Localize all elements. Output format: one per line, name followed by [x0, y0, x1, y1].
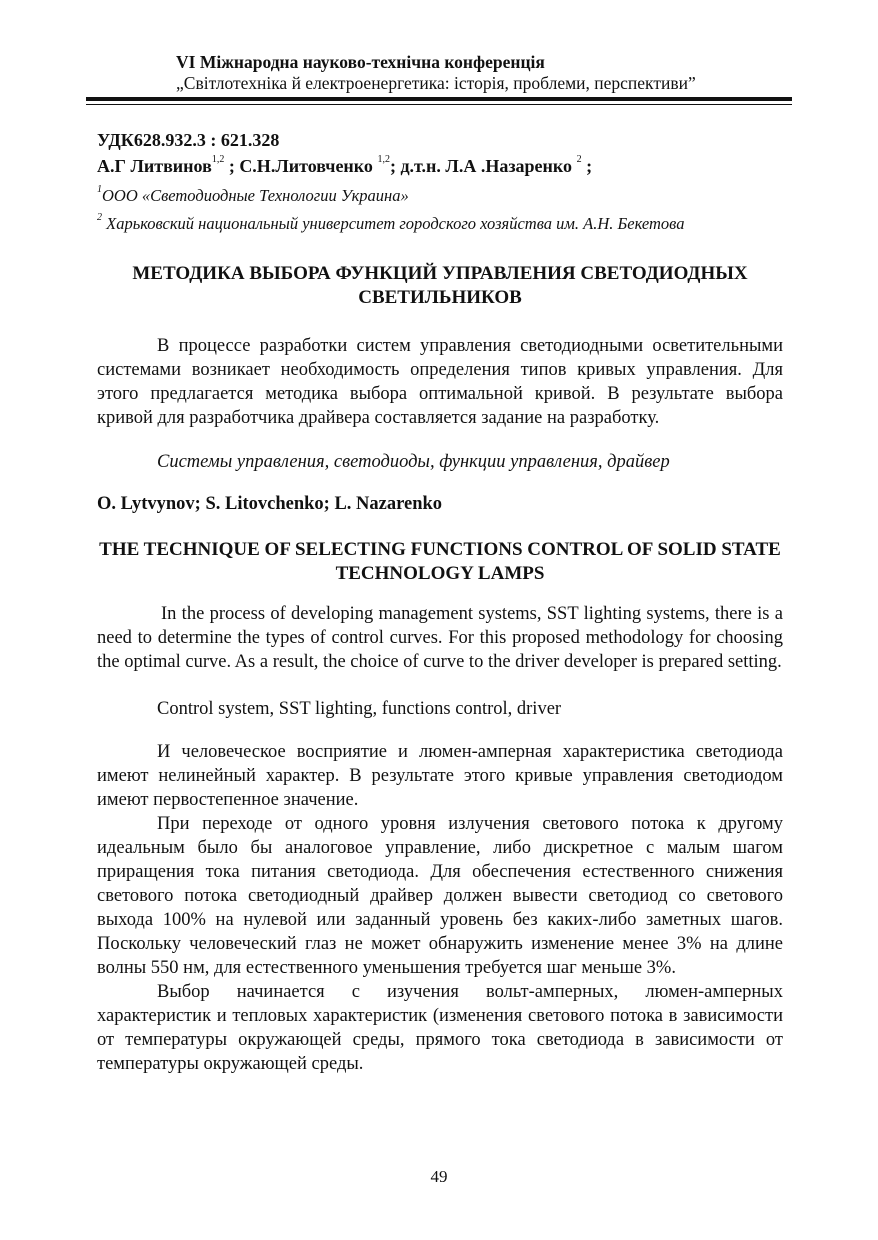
author-affiliation-mark: 1,2	[211, 154, 225, 165]
abstract-ru: В процессе разработки систем управления светодиодными осветительными системами возникает необходимость определения типов кривых управления. Для этого предлагается методика выбора оптимальной кривой. В результате выбора кривой для разработчика драйвера составляется задание на разработку.	[97, 336, 783, 428]
authors-en: O. Lytvynov; S. Litovchenko; L. Nazarenko	[97, 494, 443, 514]
authors-ru	[97, 156, 783, 177]
page-number: 49	[430, 1167, 448, 1186]
author-affiliation-mark: 1,2	[377, 154, 390, 165]
body-paragraph: И человеческое восприятие и люмен-амперная характеристика светодиода имеют нелинейный характер. В результате этого кривые управления светодиодом имеют первостепенное значение.	[97, 742, 783, 810]
udc-code: УДК628.932.3 : 621.328	[97, 130, 280, 150]
author-separator: ;	[389, 156, 396, 176]
abstract-en: In the process of developing management systems, SST lighting systems, there is a need to determine the types of control curves. For this proposed methodology for choosing the optimal curve. As a result, the choice of curve to the driver developer is prepared setting.	[97, 604, 783, 672]
author-name: д.т.н. Л.А .Назаренко	[400, 156, 573, 176]
affiliation-number: 2	[97, 212, 102, 223]
running-header	[176, 52, 696, 94]
header-rule-thick	[86, 97, 792, 101]
header-rule-thin	[86, 104, 792, 105]
author-name: С.Н.Литовченко	[239, 156, 373, 176]
conference-name: VI Міжнародна науково-технічна конференція	[176, 52, 545, 72]
affiliation-number: 1	[97, 184, 102, 195]
title-en: THE TECHNIQUE OF SELECTING FUNCTIONS CONTROL OF SOLID STATE TECHNOLOGY LAMPS	[99, 539, 781, 584]
body-text	[97, 740, 783, 1076]
author-affiliation-mark: 2	[576, 154, 582, 165]
body-paragraph: При переходе от одного уровня излучения светового потока к другому идеальным было бы аналоговое управление, либо дискретное с малым шагом приращения тока питания светодиода. Для обеспечения естественного снижения светового потока светодиодный драйвер должен вывести светодиод со светового выхода 100% на нулевой или заданный уровень без каких-либо заметных шагов. Поскольку человеческий глаз не может обнаружить изменение менее 3% на длине волны 550 нм, для естественного уменьшения требуется шаг меньше 3%.	[97, 814, 783, 978]
author-separator: ;	[228, 156, 235, 176]
affiliation-text: Харьковский национальный университет городского хозяйства им. А.Н. Бекетова	[106, 214, 685, 233]
keywords-en: Control system, SST lighting, functions control, driver	[157, 699, 562, 719]
affiliation-text: ООО «Светодиодные Технологии Украина»	[102, 186, 409, 205]
conference-subtitle: „Світлотехніка й електроенергетика: історія, проблеми, перспективи”	[176, 73, 696, 93]
keywords-ru: Системы управления, светодиоды, функции управления, драйвер	[157, 452, 670, 472]
affiliation-1	[97, 186, 783, 206]
body-paragraph: Выбор начинается с изучения вольт-амперных, люмен-амперных характеристик и тепловых характеристик (изменения светового потока в зависимости от температуры окружающей среды, прямого тока светодиода в зависимости от температуры окружающей среды.	[97, 982, 783, 1074]
author-name: А.Г Литвинов	[97, 156, 212, 176]
author-separator: ;	[586, 156, 593, 176]
affiliation-2	[97, 214, 783, 234]
title-ru: МЕТОДИКА ВЫБОРА ФУНКЦИЙ УПРАВЛЕНИЯ СВЕТОДИОДНЫХ СВЕТИЛЬНИКОВ	[132, 263, 748, 308]
